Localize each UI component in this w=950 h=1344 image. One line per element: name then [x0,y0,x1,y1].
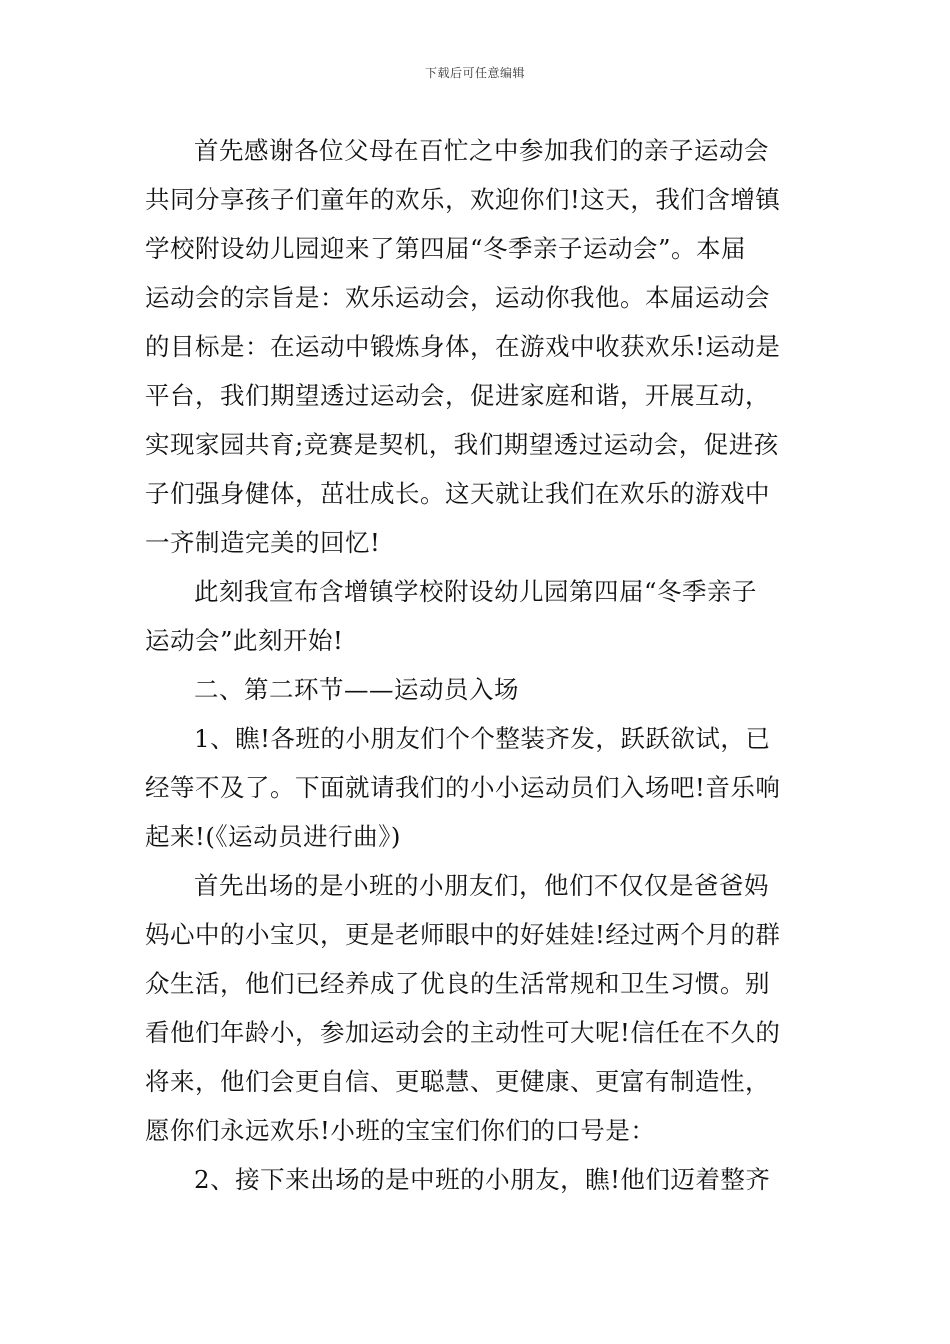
section-heading: 二、第二环节——运动员入场 [194,675,519,704]
document-body [145,126,809,1204]
paragraph-line: 运动会的宗旨是：欢乐运动会，运动你我他。本届运动会 [145,283,770,312]
paragraph-line: 众生活，他们已经养成了优良的生活常规和卫生习惯。别 [145,969,770,998]
paragraph-line: 愿你们永远欢乐!小班的宝宝们你们的口号是： [145,1116,656,1145]
paragraph-line: 一齐制造完美的回忆! [145,528,381,557]
paragraph-line: 1、瞧!各班的小朋友们个个整装齐发，跃跃欲试，已 [194,724,771,753]
page-header-note: 下载后可任意编辑 [424,66,525,80]
paragraph-line: 起来!(《运动员进行曲》) [145,822,401,851]
paragraph-line: 2、接下来出场的是中班的小朋友，瞧!他们迈着整齐 [194,1165,771,1194]
paragraph-line: 妈心中的小宝贝，更是老师眼中的好娃娃!经过两个月的群 [145,920,781,949]
paragraph-line: 子们强身健体，茁壮成长。这天就让我们在欢乐的游戏中 [145,479,770,508]
paragraph-line: 共同分享孩子们童年的欢乐，欢迎你们!这天，我们含增镇 [145,185,781,214]
paragraph-line: 运动会”此刻开始! [145,626,344,655]
paragraph-line: 看他们年龄小，参加运动会的主动性可大呢!信任在不久的 [145,1018,781,1047]
paragraph-line: 经等不及了。下面就请我们的小小运动员们入场吧!音乐响 [145,773,781,802]
paragraph-line: 此刻我宣布含增镇学校附设幼儿园第四届“冬季亲子 [194,577,758,606]
paragraph-line: 平台，我们期望透过运动会，促进家庭和谐，开展互动， [145,381,770,410]
paragraph-line: 实现家园共育;竞赛是契机，我们期望透过运动会，促进孩 [145,430,779,459]
paragraph-line: 的目标是：在运动中锻炼身体，在游戏中收获欢乐!运动是 [145,332,781,361]
paragraph-line: 首先感谢各位父母在百忙之中参加我们的亲子运动会 [194,136,769,165]
paragraph-line: 首先出场的是小班的小朋友们，他们不仅仅是爸爸妈 [194,871,769,900]
paragraph-line: 学校附设幼儿园迎来了第四届“冬季亲子运动会”。本届 [145,234,747,263]
paragraph-line: 将来，他们会更自信、更聪慧、更健康、更富有制造性， [145,1067,770,1096]
